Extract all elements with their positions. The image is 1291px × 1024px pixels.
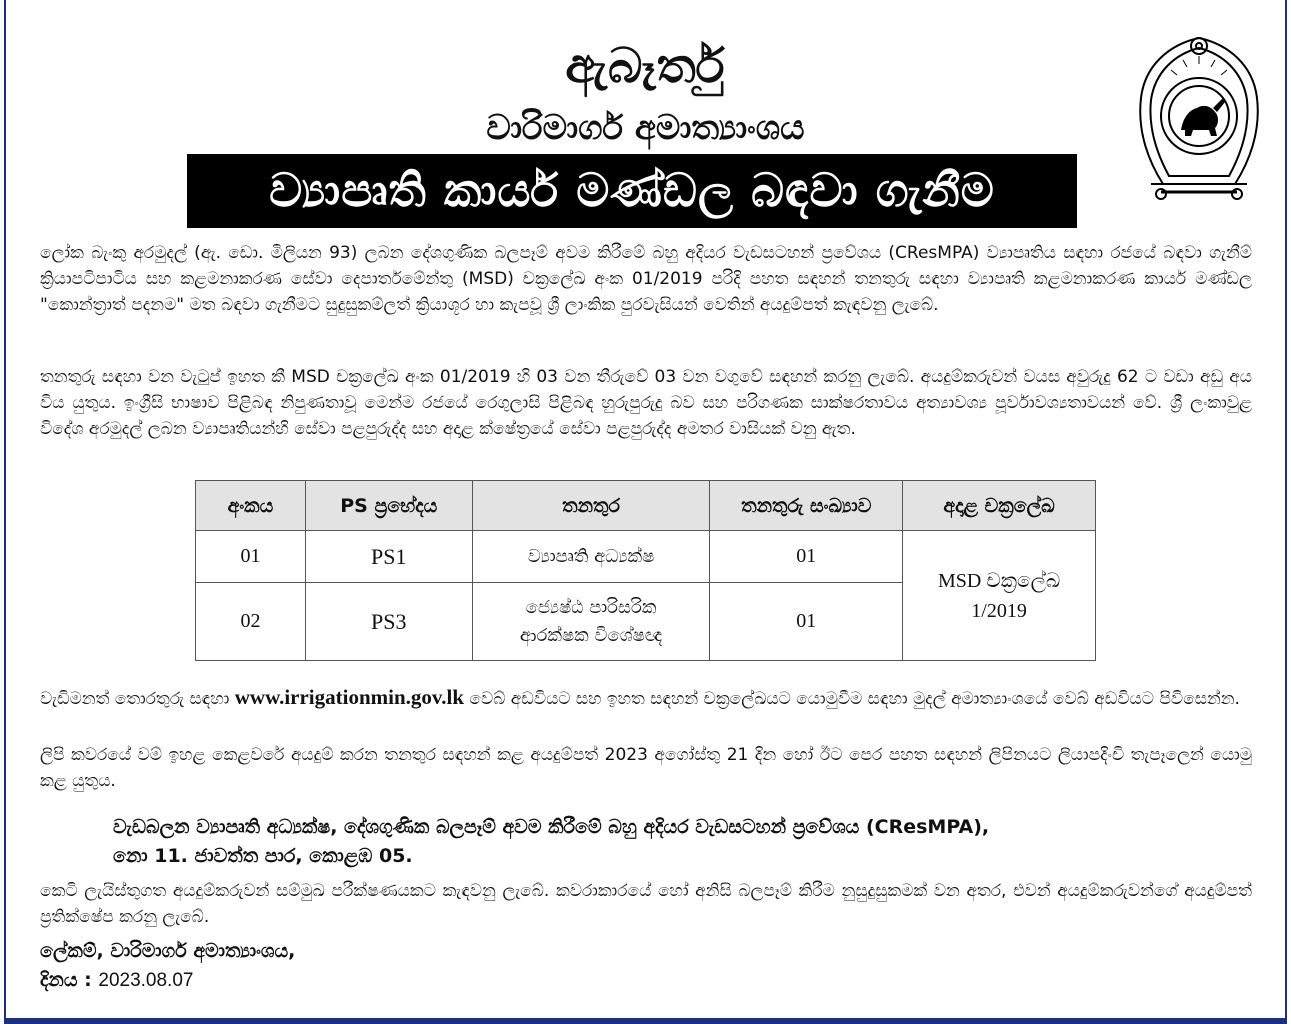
more-info-prefix: වැඩිමනත් තොරතුරු සඳහා: [40, 689, 230, 709]
more-info-suffix: වෙබ් අඩවියට සහ ඉහත සඳහන් චක්‍රලේඛයට යොමුවීම සඳහා මුදල් අමාත්‍යාංශයේ වෙබ් අඩවියට පිවිසෙන්න.: [469, 689, 1240, 709]
banner-text: ව්‍යාපෘති කාර්ය මණ්ඩල බඳවා ගැනීම: [269, 163, 995, 217]
cell-post: ව්‍යාපෘති අධ්‍යක්ෂ: [472, 531, 710, 583]
cell-number: 02: [196, 583, 306, 661]
paragraph-application-instructions: ලිපි කවරයේ වම් ඉහළ කෙළවරේ අයදුම් කරන තනතුර සඳහන් කළ අයදුම්පත් 2023 අගෝස්තු 21 දින හෝ ඊට පෙර පහත සඳහන් ලිපිනයට ලියාපදිංචි තැපෑලෙන් යොමු කළ යුතුය.: [40, 745, 1252, 791]
signatory: ලේකම්, වාරිමාර්ග අමාත්‍යාංශය,: [40, 940, 296, 962]
sri-lanka-emblem-icon: [1131, 34, 1267, 202]
website-link[interactable]: www.irrigationmin.gov.lk: [234, 685, 465, 709]
paragraph-salary-requirements: තනතුරු සඳහා වන වැටුප් ඉහත කී MSD චක්‍රලේඛ අංක 01/2019 හි 03 වන තීරුවේ 03 වන වගුවේ සඳහන් කරනු ලැබේ. අයදුම්කරුවන් වයස අවුරුදු 62 ට වඩා අඩු අය විය යුතුය. ඉංග්‍රීසි භාෂාව පිළිබඳ නිපුණතාවූ මෙන්ම රජයේ රෙගුලාසි පිළිබඳ හුරුපුරුදු බව සහ පරිගණක සාක්ෂරතාවය අත්‍යාවශ්‍ය පූර්වාවශ්‍යතාවයන් වේ. ශ්‍රී ලංකාවුළ විදේශ අරමුදල් ලබන ව්‍යාපෘතියන්හි සේවා පළපුරුද්ද සහ අදාළ ක්ෂේත්‍රයේ සේවා පළපුරුද්ද අමතර වාසියක් වනු ඇත.: [40, 367, 1252, 439]
frame-border-bottom: [4, 1018, 1287, 1024]
cell-circular: [903, 531, 1096, 661]
cell-post-count: 01: [710, 583, 903, 661]
signature-block: [40, 937, 295, 995]
table-row: [196, 531, 1096, 583]
col-header-number: අංකය: [196, 481, 306, 531]
col-header-post: තනතුර: [472, 481, 710, 531]
col-header-circular: අදාළ චක්‍රලේඛ: [903, 481, 1096, 531]
cell-number: 01: [196, 531, 306, 583]
post-title-line-1: ජ්‍යෙෂ්ඨ පාරිසරික: [525, 596, 657, 618]
postal-address: [113, 813, 1233, 871]
date-label: දිනය :: [40, 969, 92, 991]
address-line-1: වැඩබලන ව්‍යාපෘති අධ්‍යක්ෂ, දේශගුණික බලපෑම් අවම කිරීමේ බහු අදියර වැඩසටහන් ප්‍රවේශය (CResMPA),: [113, 816, 990, 838]
cell-ps-category: PS1: [305, 531, 472, 583]
ministry-name: වාරිමාර්ග අමාත්‍යාංශය: [486, 108, 805, 148]
post-title-line-2: ආරක්ෂක විශේෂඥ: [519, 624, 663, 646]
cell-ps-category: PS3: [305, 583, 472, 661]
col-header-ps-category: PS ප්‍රභේදය: [305, 481, 472, 531]
col-header-post-count: තනතුරු සංඛ්‍යාව: [710, 481, 903, 531]
cell-post: [472, 583, 710, 661]
address-line-2: නො 11. ජාවත්ත පාර, කොළඹ 05.: [113, 845, 413, 867]
paragraph-more-info: [40, 684, 1252, 712]
positions-table: [195, 480, 1096, 661]
circular-line-2: 1/2019: [971, 599, 1027, 622]
paragraph-intro: ලෝක බැංකු අරමුදල් (ඇ. ඩො. මිලියන 93) ලබන දේශගුණික බලපෑම් අවම කිරීමේ බහු අදියර වැඩසටහන් ප්‍රවේශය (CResMPA) ව්‍යාපෘතිය සඳහා රජයේ බඳවා ගැනීම් ක්‍රියාපටිපාටිය සහ කළමනාකරණ සේවා දෙපාර්තමේන්තු (MSD) චක්‍රලේඛ අංක 01/2019 පරිදි පහත සඳහන් තනතුරු සඳහා ව්‍යාපෘති කළමනාකරණ කාර්ය මණ්ඩල "කොන්ත්‍රාත් පදනම" මත බඳවා ගැනීමට සුදුසුකම්ලත් ක්‍රියාශූර හා කැපවූ ශ්‍රී ලාංකික පුරවැසියන් වෙතින් අයදුම්පත් කැඳවනු ලැබේ.: [40, 243, 1252, 315]
date-line: [40, 966, 295, 995]
circular-line-1: MSD චක්‍රලේඛ: [938, 569, 1061, 592]
title-banner: [187, 154, 1077, 228]
frame-border-left: [4, 0, 6, 1024]
frame-border-right: [1285, 0, 1287, 1024]
date-value: 2023.08.07: [98, 970, 194, 991]
heading-vacancies: ඇබෑර්තු: [565, 38, 726, 94]
paragraph-interview-note: කෙටි ලැයිස්තුගත අයදුම්කරුවන් සම්මුඛ පරීක්ෂණයකට කැඳවනු ලැබේ. කවරාකාරයේ හෝ අනිසි බලපෑම් කිරීම නුසුදුසුකමක් වන අතර, එවන් අයදුම්කරුවන්ගේ අයදුම්පත් ප්‍රතික්ෂේප කරනු ලැබේ.: [40, 881, 1252, 927]
table-header-row: [196, 481, 1096, 531]
cell-post-count: 01: [710, 531, 903, 583]
